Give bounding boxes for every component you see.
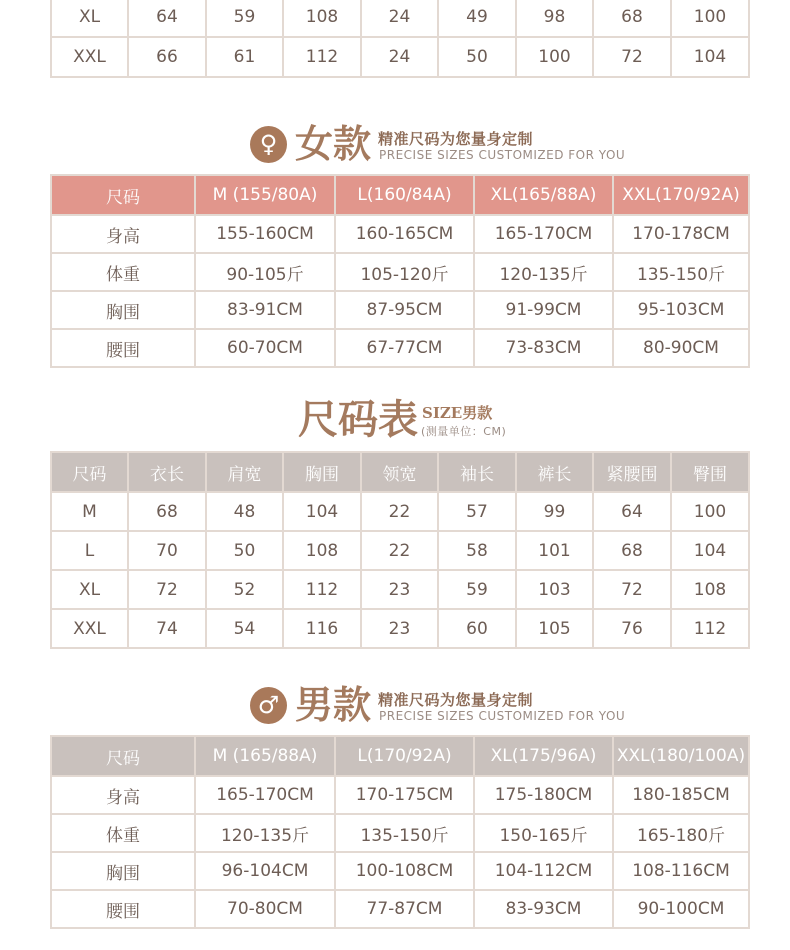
table-row	[51, 570, 749, 609]
table-cell: 76	[593, 609, 671, 648]
table-cell: 72	[593, 570, 671, 609]
table-cell: 96-104CM	[195, 852, 335, 890]
column-header: XXL(180/100A)	[613, 736, 749, 776]
table-cell: 165-170CM	[195, 776, 335, 814]
size-chart-table	[50, 451, 750, 649]
table-cell: 112	[283, 37, 361, 77]
table-cell: 112	[283, 570, 361, 609]
table-cell: 100-108CM	[335, 852, 474, 890]
table-cell: 120-135斤	[474, 253, 613, 291]
table-row	[51, 531, 749, 570]
row-label: 胸围	[51, 852, 195, 890]
table-cell: 74	[128, 609, 206, 648]
table-cell: 175-180CM	[474, 776, 613, 814]
table-cell: 105-120斤	[335, 253, 474, 291]
table-cell: 180-185CM	[613, 776, 749, 814]
table-cell: 68	[593, 531, 671, 570]
table-cell: 49	[438, 0, 516, 37]
row-label: M	[51, 492, 128, 531]
table-cell: 170-178CM	[613, 215, 749, 253]
table-row	[51, 37, 749, 77]
table-cell: 60-70CM	[195, 329, 335, 367]
column-header: 尺码	[51, 452, 128, 492]
women-subtitle-cn: 精准尺码为您量身定制	[378, 130, 534, 148]
table-cell: 108	[283, 531, 361, 570]
table-row	[51, 609, 749, 648]
table-cell: 120-135斤	[195, 814, 335, 852]
table-cell: 108	[283, 0, 361, 37]
size-chart-unit-note: (测量单位：CM)	[421, 425, 507, 438]
row-label: L	[51, 531, 128, 570]
table-cell: 165-170CM	[474, 215, 613, 253]
row-label: 腰围	[51, 890, 195, 928]
table-cell: 98	[516, 0, 593, 37]
top-size-table	[50, 0, 750, 78]
table-cell: 100	[671, 492, 749, 531]
table-cell: 50	[438, 37, 516, 77]
women-title: 女款	[295, 122, 372, 166]
column-header: 紧腰围	[593, 452, 671, 492]
table-row	[51, 253, 749, 291]
table-cell: 95-103CM	[613, 291, 749, 329]
row-label: XXL	[51, 37, 128, 77]
table-cell: 112	[671, 609, 749, 648]
table-cell: 22	[361, 492, 438, 531]
table-cell: 23	[361, 609, 438, 648]
column-header: XL(165/88A)	[474, 175, 613, 215]
table-cell: 90-105斤	[195, 253, 335, 291]
table-cell: 52	[206, 570, 283, 609]
column-header: 袖长	[438, 452, 516, 492]
size-chart-title-en	[422, 402, 492, 423]
table-cell: 72	[593, 37, 671, 77]
table-cell: 104	[671, 37, 749, 77]
column-header: 臀围	[671, 452, 749, 492]
column-header: 尺码	[51, 175, 195, 215]
table-cell: 150-165斤	[474, 814, 613, 852]
column-header: XXL(170/92A)	[613, 175, 749, 215]
table-cell: 135-150斤	[335, 814, 474, 852]
table-cell: 87-95CM	[335, 291, 474, 329]
table-cell: 101	[516, 531, 593, 570]
table-cell: 170-175CM	[335, 776, 474, 814]
table-cell: 100	[671, 0, 749, 37]
table-cell: 116	[283, 609, 361, 648]
table-cell: 61	[206, 37, 283, 77]
table-cell: 64	[593, 492, 671, 531]
table-cell: 67-77CM	[335, 329, 474, 367]
male-symbol-icon: ♂	[250, 687, 287, 724]
table-cell: 160-165CM	[335, 215, 474, 253]
table-cell: 135-150斤	[613, 253, 749, 291]
table-cell: 24	[361, 37, 438, 77]
column-header: 裤长	[516, 452, 593, 492]
table-cell: 60	[438, 609, 516, 648]
women-size-table	[50, 174, 750, 368]
column-header: 领宽	[361, 452, 438, 492]
table-cell: 99	[516, 492, 593, 531]
table-cell: 64	[128, 0, 206, 37]
table-row	[51, 814, 749, 852]
row-label: 体重	[51, 253, 195, 291]
row-label: 身高	[51, 776, 195, 814]
table-cell: 68	[128, 492, 206, 531]
column-header: L(160/84A)	[335, 175, 474, 215]
table-cell: 100	[516, 37, 593, 77]
table-cell: 105	[516, 609, 593, 648]
table-cell: 80-90CM	[613, 329, 749, 367]
table-cell: 48	[206, 492, 283, 531]
table-row	[51, 776, 749, 814]
table-cell: 73-83CM	[474, 329, 613, 367]
table-cell: 23	[361, 570, 438, 609]
table-cell: 165-180斤	[613, 814, 749, 852]
table-cell: 103	[516, 570, 593, 609]
table-cell: 91-99CM	[474, 291, 613, 329]
men-subtitle-cn: 精准尺码为您量身定制	[378, 691, 534, 709]
row-label: XL	[51, 0, 128, 37]
table-cell: 83-93CM	[474, 890, 613, 928]
table-cell: 72	[128, 570, 206, 609]
size-suffix: 男款	[462, 404, 493, 422]
men-subtitle-en: PRECISE SIZES CUSTOMIZED FOR YOU	[379, 709, 626, 723]
table-cell: 22	[361, 531, 438, 570]
table-cell: 70-80CM	[195, 890, 335, 928]
table-cell: 90-100CM	[613, 890, 749, 928]
size-label: SIZE	[422, 404, 463, 422]
table-cell: 77-87CM	[335, 890, 474, 928]
table-row	[51, 329, 749, 367]
female-symbol-icon: ♀	[250, 126, 287, 163]
women-subtitle-en: PRECISE SIZES CUSTOMIZED FOR YOU	[379, 148, 626, 162]
table-cell: 57	[438, 492, 516, 531]
table-cell: 58	[438, 531, 516, 570]
column-header: 衣长	[128, 452, 206, 492]
row-label: XL	[51, 570, 128, 609]
table-cell: 50	[206, 531, 283, 570]
table-cell: 104	[671, 531, 749, 570]
table-cell: 104-112CM	[474, 852, 613, 890]
row-label: 身高	[51, 215, 195, 253]
row-label: 胸围	[51, 291, 195, 329]
column-header: 胸围	[283, 452, 361, 492]
column-header: L(170/92A)	[335, 736, 474, 776]
men-title: 男款	[295, 683, 372, 727]
table-cell: 83-91CM	[195, 291, 335, 329]
table-cell: 70	[128, 531, 206, 570]
table-row	[51, 852, 749, 890]
column-header: M (155/80A)	[195, 175, 335, 215]
table-cell: 108	[671, 570, 749, 609]
table-row	[51, 291, 749, 329]
table-cell: 59	[438, 570, 516, 609]
table-cell: 24	[361, 0, 438, 37]
row-label: XXL	[51, 609, 128, 648]
table-row	[51, 215, 749, 253]
table-row	[51, 492, 749, 531]
table-cell: 59	[206, 0, 283, 37]
men-size-table	[50, 735, 750, 929]
row-label: 体重	[51, 814, 195, 852]
table-cell: 108-116CM	[613, 852, 749, 890]
table-cell: 104	[283, 492, 361, 531]
column-header: M (165/88A)	[195, 736, 335, 776]
column-header: XL(175/96A)	[474, 736, 613, 776]
table-row	[51, 0, 749, 37]
table-row	[51, 890, 749, 928]
size-chart-title: 尺码表	[298, 397, 418, 443]
table-cell: 68	[593, 0, 671, 37]
row-label: 腰围	[51, 329, 195, 367]
table-cell: 54	[206, 609, 283, 648]
table-cell: 155-160CM	[195, 215, 335, 253]
column-header: 肩宽	[206, 452, 283, 492]
table-cell: 66	[128, 37, 206, 77]
column-header: 尺码	[51, 736, 195, 776]
